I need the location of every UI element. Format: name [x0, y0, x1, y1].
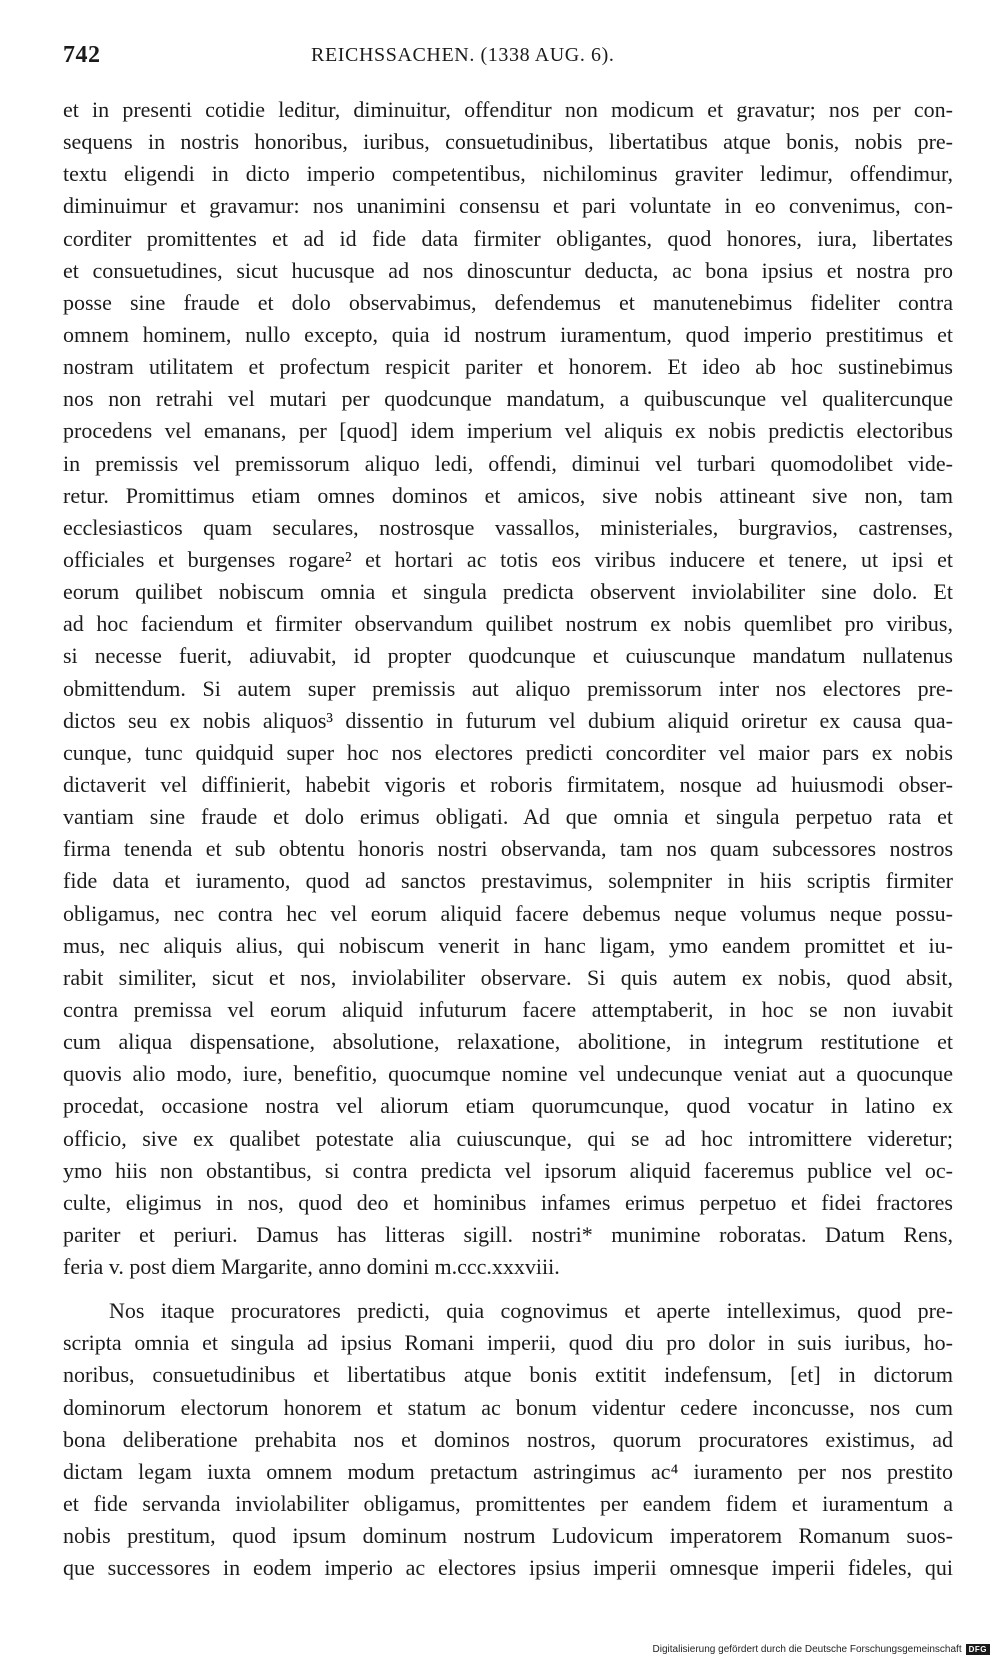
text-line: nobis prestitum, quod ipsum dominum nostrum Ludovicum imperatorem Romanum suos- — [63, 1523, 953, 1549]
text-line: dictos seu ex nobis aliquos³ dissentio in futurum vel dubium aliquid oriretur ex causa qua- — [63, 707, 953, 733]
text-line: mus, nec aliquis alius, qui nobiscum venerit in hanc ligam, ymo eandem promittet et iu- — [63, 932, 953, 958]
text-line: corditer promittentes et ad id fide data firmiter obligantes, quod honores, iura, libertates — [63, 225, 953, 251]
text-line: dictaverit vel diffinierit, habebit vigoris et roboris firmitatem, nosque ad huiusmodi obser- — [63, 771, 953, 797]
text-line: firma tenenda et sub obtentu honoris nostri observanda, tam nos quam subcessores nostros — [63, 836, 953, 862]
page-number: 742 — [63, 42, 101, 68]
text-line: eorum quilibet nobiscum omnia et singula predicta observent inviolabiliter sine dolo. Et — [63, 579, 953, 605]
dfg-logo: DFG — [966, 1644, 990, 1655]
text-line: bona deliberatione prehabita nos et dominos nostros, quorum procuratores existimus, ad — [63, 1426, 953, 1452]
text-line: obligamus, nec contra hec vel eorum aliquid facere debemus neque volumus neque possu- — [63, 900, 953, 926]
text-line: dictam legam iuxta omnem modum pretactum astringimus ac⁴ iuramento per nos prestito — [63, 1458, 953, 1484]
text-line: textu eligendi in dicto imperio competentibus, nichilominus graviter ledimur, offendimur, — [63, 161, 953, 187]
text-line: diminuimur et gravamur: nos unanimini consensu et pari voluntate in eo convenimus, con- — [63, 193, 953, 219]
text-line: que successores in eodem imperio ac electores ipsius imperii omnesque imperii fideles, qui — [63, 1555, 953, 1581]
text-line: noribus, consuetudinibus et libertatibus atque bonis extitit indefensum, [et] in dictorum — [63, 1362, 953, 1388]
text-line: officio, sive ex qualibet potestate alia cuiuscunque, qui se ad hoc intromittere videretur; — [63, 1125, 953, 1151]
text-line: officiales et burgenses rogare² et hortari ac totis eos viribus inducere et tenere, ut ipsi et — [63, 546, 953, 572]
text-line: feria v. post diem Margarite, anno domini m.ccc.xxxviii. — [63, 1254, 560, 1280]
text-line: fide data et iuramento, quod ad sanctos prestavimus, solempniter in hiis scriptis firmiter — [63, 868, 953, 894]
text-line: cunque, tunc quidquid super hoc nos electores predicti concorditer vel maior pars ex nobis — [63, 739, 953, 765]
text-line: Nos itaque procuratores predicti, quia cognovimus et aperte intelleximus, quod pre- — [109, 1298, 953, 1324]
text-line: et consuetudines, sicut hucusque ad nos dinoscuntur deducta, ac bona ipsius et nostra pro — [63, 257, 953, 283]
paragraph — [63, 1295, 953, 1584]
text-line: sequens in nostris honoribus, iuribus, consuetudinibus, libertatibus atque bonis, nobis pre- — [63, 129, 953, 155]
text-line: et in presenti cotidie leditur, diminuitur, offenditur non modicum et gravatur; nos per con- — [63, 97, 953, 122]
text-line: et fide servanda inviolabiliter obligamus, promittentes per eandem fidem et iuramentum a — [63, 1491, 953, 1517]
text-line: obmittendum. Si autem super premissis aut aliquo premissorum inter nos electores pre- — [63, 675, 953, 701]
text-line: procedens vel emanans, per [quod] idem imperium vel aliquis ex nobis predictis electoribus — [63, 418, 953, 444]
text-line: vantiam sine fraude et dolo erimus obligati. Ad que omnia et singula perpetuo rata et — [63, 804, 953, 830]
text-line: quovis alio modo, iure, benefitio, quocumque nomine vel undecunque veniat aut a quocunque — [63, 1061, 953, 1087]
text-line: in premissis vel premissorum aliquo ledi, offendi, diminui vel turbari quomodolibet vide- — [63, 450, 953, 476]
page-header — [63, 42, 963, 82]
body-text — [63, 94, 953, 1584]
running-head: REICHSSACHEN. (1338 AUG. 6). — [311, 44, 615, 66]
text-line: nos non retrahi vel mutari per quodcunque mandatum, a quibuscunque vel qualitercunque — [63, 386, 953, 412]
text-line: posse sine fraude et dolo observabimus, defendemus et manutenebimus fideliter contra — [63, 289, 953, 315]
footer — [653, 1644, 990, 1655]
paragraph-gap — [63, 1283, 953, 1295]
text-line: dominorum electorum honorem et statum ac bonum videntur cedere inconcusse, nos cum — [63, 1394, 953, 1420]
text-line: nostram utilitatem et profectum respicit pariter et honorem. Et ideo ab hoc sustinebimus — [63, 354, 953, 380]
text-line: pariter et periuri. Damus has litteras sigill. nostri* munimine roboratas. Datum Rens, — [63, 1221, 953, 1247]
text-line: retur. Promittimus etiam omnes dominos et amicos, sive nobis attineant sive non, tam — [63, 482, 953, 508]
digitization-credit: Digitalisierung gefördert durch die Deutsche Forschungsgemeinschaft — [652, 1644, 962, 1655]
paragraph — [63, 94, 953, 1283]
text-line: cum aliqua dispensatione, absolutione, relaxatione, abolitione, in integrum restitutione et — [63, 1029, 953, 1055]
text-line: contra premissa vel eorum aliquid infuturum facere attemptaberit, in hoc se non iuvabit — [63, 996, 953, 1022]
text-line: rabit similiter, sicut et nos, inviolabiliter observare. Si quis autem ex nobis, quod absit, — [63, 964, 953, 990]
text-line: omnem hominem, nullo excepto, quia id nostrum iuramentum, quod imperio prestitimus et — [63, 321, 953, 347]
text-line: scripta omnia et singula ad ipsius Romani imperii, quod diu pro dolor in suis iuribus, ho- — [63, 1330, 953, 1356]
text-line: procedat, occasione nostra vel aliorum etiam quorumcunque, quod vocatur in latino ex — [63, 1093, 953, 1119]
text-line: culte, eligimus in nos, quod deo et hominibus infames erimus perpetuo et fidei fractores — [63, 1189, 953, 1215]
text-line: ymo hiis non obstantibus, si contra predicta vel ipsorum aliquid faceremus publice vel oc- — [63, 1157, 953, 1183]
text-line: ad hoc faciendum et firmiter observandum quilibet nostrum ex nobis quemlibet pro viribus, — [63, 611, 953, 637]
text-line: ecclesiasticos quam seculares, nostrosque vassallos, ministeriales, burgravios, castrenses, — [63, 514, 953, 540]
text-line: si necesse fuerit, adiuvabit, id propter quodcunque et cuiuscunque mandatum nullatenus — [63, 643, 953, 669]
